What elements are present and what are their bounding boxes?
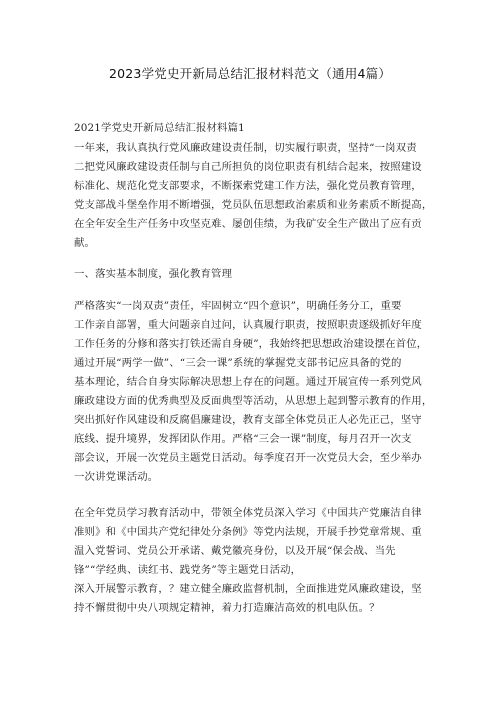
- section-heading: 一、落实基本制度，强化教育管理: [74, 268, 233, 280]
- paragraph1-line: 二把党风廉政建设责任制与自己所担负的岗位职责有机结合起来，按照建设: [74, 161, 422, 173]
- paragraph3-line: 锋”“学经典、读红书、践党务”等主题党日活动，: [74, 564, 302, 576]
- paragraph1-line: 在全年安全生产任务中攻坚克难、屡创佳绩，为我矿安全生产做出了应有贡: [74, 218, 422, 230]
- paragraph1-line: 献。: [74, 237, 96, 249]
- paragraph2-line: 突出抓好作风建设和反腐倡廉建设，教育支部全体党员正人必先正己，坚守: [74, 414, 422, 426]
- paragraph2-line: 一次讲党课活动。: [74, 471, 159, 483]
- paragraph1-line: 一年来，我认真执行党风廉政建设责任制，切实履行职责，坚持“一岗双责: [74, 142, 417, 154]
- paragraph3-line: 温入党誓词、党员公开承诺、戴党徽亮身份，以及开展“保会战、当先: [74, 545, 396, 557]
- paragraph3-line: 深入开展警示教育，？建立健全廉政监督机制，全面推进党风廉政建设，坚: [74, 583, 422, 595]
- paragraph1-line: 党支部战斗堡垒作用不断增强，党员队伍思想政治素质和业务素质不断提高，: [74, 199, 433, 211]
- paragraph3-line: 准则》和《中国共产党纪律处分条例》等党内法规，开展手抄党章常规、重: [74, 526, 422, 538]
- paragraph3-line: 持不懈贯彻中央八项规定精神，着力打造廉洁高效的机电队伍。？: [74, 602, 380, 614]
- paragraph2-line: 通过开展“两学一做”、“三会一课”系统的掌握党支部书记应具备的党的: [74, 357, 402, 369]
- paragraph1-line: 标准化、规范化党支部要求，不断探索党建工作方法，强化党员教育管理，: [74, 180, 422, 192]
- paragraph2-line: 底线、提升境界，发挥团队作用。严格“三会一课”制度，每月召开一次支: [74, 433, 412, 445]
- paragraph2-line: 工作任务的分修和落实打铁还需自身硬”，我始终把思想政治建设摆在首位，: [74, 338, 428, 350]
- paragraph2-line: 部会议，开展一次党员主题党日活动。每季度召开一次党员大会，至少举办: [74, 452, 422, 464]
- document-title: 2023学党史开新局总结汇报材料范文（通用4篇）: [108, 66, 392, 81]
- paragraph2-line: 工作亲自部署，重大问题亲自过问，认真履行职责，按照职责逐级抓好年度: [74, 319, 422, 331]
- paragraph2-line: 严格落实“一岗双责”责任，牢固树立“四个意识”，明确任务分工，重要: [74, 300, 402, 312]
- paragraph3-line: 在全年党员学习教育活动中，带领全体党员深入学习《中国共产党廉洁自律: [74, 507, 422, 519]
- paragraph2-line: 廉政建设方面的优秀典型及反面典型等活动，从思想上起到警示教育的作用，: [74, 395, 433, 407]
- section-title: 2021学党史开新局总结汇报材料篇1: [74, 122, 245, 134]
- paragraph2-line: 基本理论，结合自身实际解决思想上存在的问题。通过开展宣传一系列党风: [74, 376, 422, 388]
